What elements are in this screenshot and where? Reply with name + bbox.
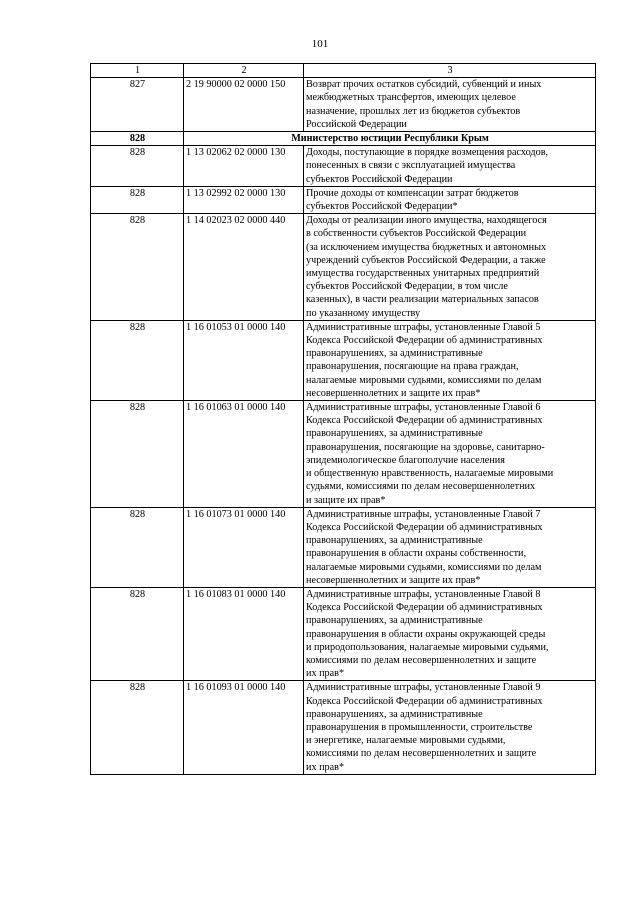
description-line: правонарушения, посягающие на здоровье, санитарно- — [306, 441, 545, 453]
revenue-description-cell — [304, 146, 596, 187]
description-line: Административные штрафы, установленные Главой 8 — [306, 588, 541, 600]
table-row — [91, 186, 596, 213]
revenue-description-cell — [304, 587, 596, 680]
table-row — [91, 214, 596, 321]
admin-code-cell: 828 — [91, 507, 184, 587]
description-line: комиссиями по делам несовершеннолетних и защите — [306, 654, 537, 666]
budget-classification-code-cell: 1 13 02992 02 0000 130 — [184, 186, 304, 213]
description-line: назначение, прошлых лет из бюджетов субъектов — [306, 105, 521, 117]
revenue-description-cell — [304, 320, 596, 400]
description-line: по указанному имуществу — [306, 307, 421, 319]
budget-classification-code-cell: 2 19 90000 02 0000 150 — [184, 78, 304, 132]
revenue-description-cell — [304, 214, 596, 321]
description-line: несовершеннолетних и защите их прав* — [306, 387, 481, 399]
admin-code-cell: 828 — [91, 681, 184, 774]
section-header-row — [91, 132, 596, 146]
revenue-description-cell — [304, 401, 596, 508]
description-line: правонарушения, посягающие на права граждан, — [306, 361, 519, 373]
budget-classification-table — [90, 63, 596, 775]
table-row — [91, 507, 596, 587]
description-line: правонарушения в промышленности, строительстве — [306, 721, 533, 733]
description-line: субъектов Российской Федерации, в том числе — [306, 281, 508, 293]
description-line: казенных), в части реализации материальных запасов — [306, 294, 539, 306]
description-line: Кодекса Российской Федерации об административных — [306, 335, 543, 347]
description-line: их прав* — [306, 668, 345, 680]
description-line: правонарушениях, за административные — [306, 615, 483, 627]
admin-code-cell: 828 — [91, 320, 184, 400]
revenue-description-cell — [304, 507, 596, 587]
description-line: имущества государственных унитарных предприятий — [306, 268, 540, 280]
description-line: Возврат прочих остатков субсидий, субвенций и иных — [306, 79, 542, 91]
description-line: (за исключением имущества бюджетных и автономных — [306, 241, 547, 253]
budget-classification-code-cell: 1 14 02023 02 0000 440 — [184, 214, 304, 321]
description-line: Доходы от реализации иного имущества, находящегося — [306, 215, 547, 227]
budget-classification-code-cell: 1 16 01083 01 0000 140 — [184, 587, 304, 680]
admin-code-cell: 827 — [91, 78, 184, 132]
description-line: налагаемые мировыми судьями, комиссиями по делам — [306, 374, 542, 386]
description-line: и общественную нравственность, налагаемые мировыми — [306, 468, 554, 480]
description-line: субъектов Российской Федерации* — [306, 201, 458, 213]
table-row — [91, 320, 596, 400]
revenue-description-cell — [304, 186, 596, 213]
admin-code-cell: 828 — [91, 587, 184, 680]
header-col-3: 3 — [304, 64, 596, 78]
description-line: несовершеннолетних и защите их прав* — [306, 574, 481, 586]
admin-code-cell: 828 — [91, 401, 184, 508]
description-line: правонарушения в области охраны окружающей среды — [306, 628, 546, 640]
description-line: судьями, комиссиями по делам несовершеннолетних — [306, 481, 536, 493]
description-line: Кодекса Российской Федерации об административных — [306, 521, 543, 533]
table-row — [91, 587, 596, 680]
description-line: правонарушениях, за административные — [306, 708, 483, 720]
budget-classification-code-cell: 1 16 01063 01 0000 140 — [184, 401, 304, 508]
description-line: учреждений субъектов Российской Федерации, а также — [306, 254, 546, 266]
admin-code-cell: 828 — [91, 214, 184, 321]
budget-classification-code-cell: 1 13 02062 02 0000 130 — [184, 146, 304, 187]
description-line: в собственности субъектов Российской Федерации — [306, 228, 527, 240]
table-row — [91, 146, 596, 187]
description-line: Кодекса Российской Федерации об административных — [306, 415, 543, 427]
description-line: Административные штрафы, установленные Главой 5 — [306, 321, 541, 333]
description-line: Административные штрафы, установленные Главой 6 — [306, 402, 541, 414]
description-line: правонарушения в области охраны собственности, — [306, 548, 527, 560]
description-line: правонарушениях, за административные — [306, 428, 483, 440]
description-line: и защите их прав* — [306, 494, 386, 506]
page-number: 101 — [311, 38, 329, 50]
table-row — [91, 681, 596, 774]
description-line: и природопользования, налагаемые мировыми судьями, — [306, 641, 549, 653]
table-row — [91, 78, 596, 132]
description-line: Российской Федерации — [306, 118, 407, 130]
description-line: межбюджетных трансфертов, имеющих целевое — [306, 92, 516, 104]
description-line: их прав* — [306, 761, 345, 773]
description-line: правонарушениях, за административные — [306, 348, 483, 360]
description-line: налагаемые мировыми судьями, комиссиями по делам — [306, 561, 542, 573]
description-line: правонарушениях, за административные — [306, 535, 483, 547]
description-line: Прочие доходы от компенсации затрат бюджетов — [306, 187, 519, 199]
table-header-row — [91, 64, 596, 78]
budget-classification-code-cell: 1 16 01073 01 0000 140 — [184, 507, 304, 587]
description-line: эпидемиологическое благополучие населения — [306, 454, 505, 466]
description-line: Административные штрафы, установленные Главой 9 — [306, 682, 541, 694]
budget-classification-code-cell: 1 16 01093 01 0000 140 — [184, 681, 304, 774]
budget-classification-code-cell: 1 16 01053 01 0000 140 — [184, 320, 304, 400]
description-line: понесенных в связи с эксплуатацией имущества — [306, 160, 516, 172]
header-col-1: 1 — [91, 64, 184, 78]
description-line: Административные штрафы, установленные Главой 7 — [306, 508, 541, 520]
description-line: Доходы, поступающие в порядке возмещения расходов, — [306, 147, 549, 159]
description-line: Кодекса Российской Федерации об административных — [306, 602, 543, 614]
description-line: комиссиями по делам несовершеннолетних и защите — [306, 748, 537, 760]
table-row — [91, 401, 596, 508]
section-title: Министерство юстиции Республики Крым — [184, 132, 596, 146]
revenue-description-cell — [304, 78, 596, 132]
admin-code-cell: 828 — [91, 146, 184, 187]
description-line: субъектов Российской Федерации — [306, 173, 453, 185]
header-col-2: 2 — [184, 64, 304, 78]
description-line: и энергетике, налагаемые мировыми судьями, — [306, 735, 506, 747]
revenue-description-cell — [304, 681, 596, 774]
section-code: 828 — [91, 132, 184, 146]
description-line: Кодекса Российской Федерации об административных — [306, 695, 543, 707]
admin-code-cell: 828 — [91, 186, 184, 213]
